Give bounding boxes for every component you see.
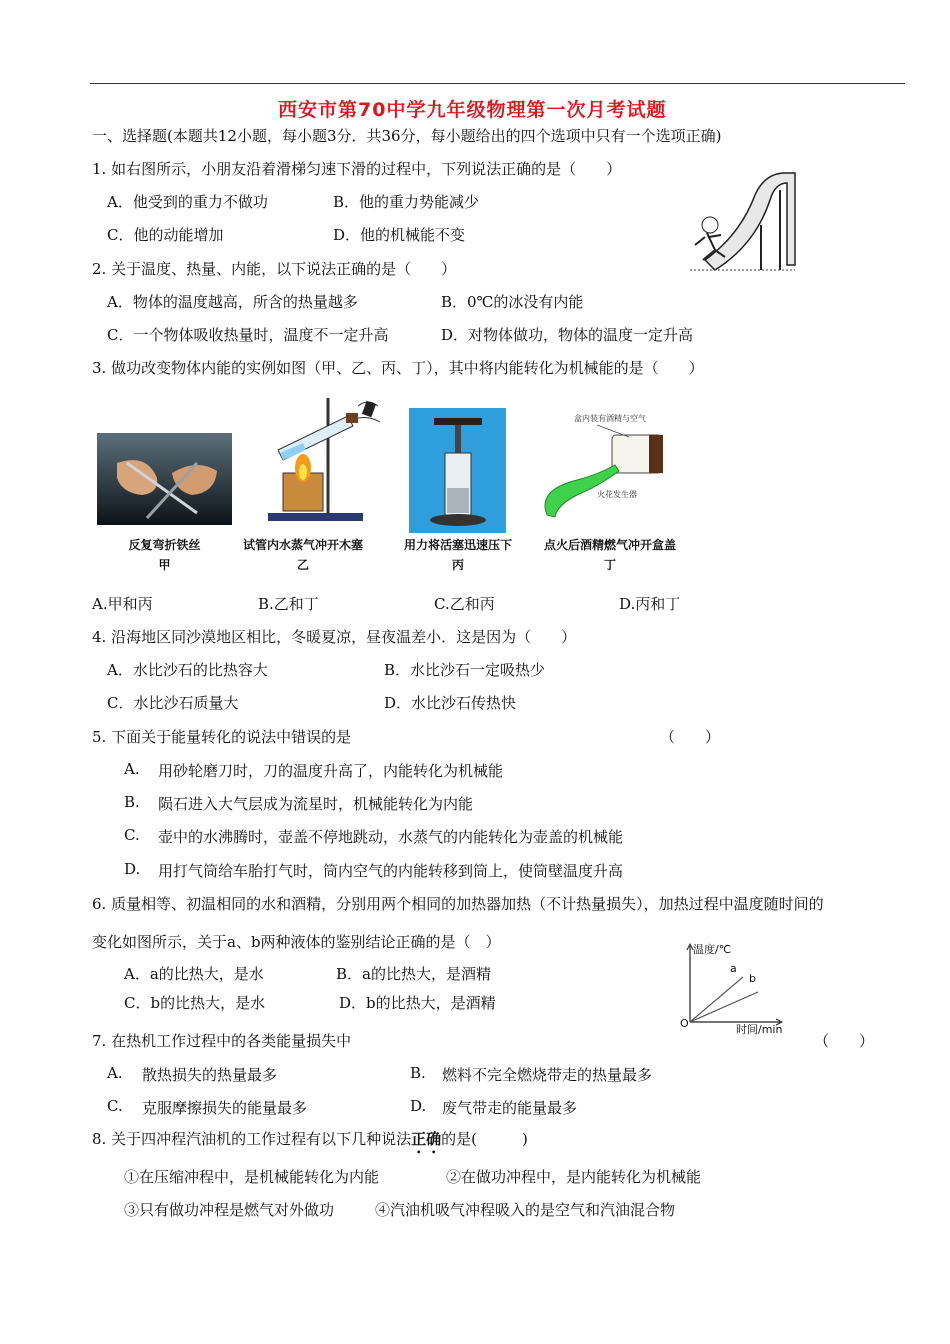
header-rule: [90, 83, 905, 84]
q7-option-b: 燃料不完全燃烧带走的热量最多: [442, 1066, 653, 1084]
q8-stem: [92, 1128, 528, 1157]
q5-letter-b: B.: [124, 793, 140, 811]
img4-caption: 点火后酒精燃气冲开盒盖: [543, 538, 676, 552]
q7-letter-a: A.: [107, 1064, 123, 1082]
q8-stem-emphasis: 正确: [411, 1130, 442, 1148]
bending-wire-image: [97, 433, 232, 525]
q6-option-b: B．a的比热大，是酒精: [336, 965, 491, 983]
q8-stem-post: 的是( ): [441, 1130, 528, 1148]
q5-option-b: 陨石进入大气层成为流星时，机械能转化为内能: [158, 795, 474, 813]
q8-statement-4: ④汽油机吸气冲程吸入的是空气和汽油混合物: [375, 1201, 676, 1219]
graph-label-b: b: [749, 972, 756, 985]
q5-letter-c: C.: [124, 826, 140, 844]
q6-option-d: D．b的比热大，是酒精: [339, 994, 496, 1012]
q5-stem: 5. 下面关于能量转化的说法中错误的是: [92, 728, 352, 746]
q5-letter-a: A.: [124, 760, 140, 778]
q4-option-b: B．水比沙石一定吸热少: [384, 661, 546, 679]
section-heading: 一、选择题(本题共12小题，每小题3分．共36分，每小题给出的四个选项中只有一个选项正确): [92, 127, 722, 145]
graph-y-label: 温度/℃: [693, 943, 732, 956]
q1-option-c: C．他的动能增加: [107, 226, 224, 244]
test-tube-image: [258, 388, 388, 528]
img3-tag: 丙: [451, 558, 464, 572]
q2-option-b: B．0℃的冰没有内能: [441, 293, 584, 311]
graph-label-a: a: [730, 962, 737, 975]
q7-letter-c: C.: [107, 1097, 123, 1115]
q7-option-a: 散热损失的热量最多: [142, 1066, 278, 1084]
q1-option-b: B．他的重力势能减少: [333, 193, 480, 211]
q3-option-c: C.乙和丙: [434, 595, 495, 613]
q3-option-d: D.丙和丁: [619, 595, 681, 613]
q8-statement-1: ①在压缩冲程中，是机械能转化为内能: [124, 1168, 380, 1186]
q5-paren: （ ）: [660, 728, 721, 746]
q5-option-c: 壶中的水沸腾时，壶盖不停地跳动，水蒸气的内能转化为壶盖的机械能: [158, 828, 624, 846]
q2-option-c: C．一个物体吸收热量时，温度不一定升高: [107, 326, 389, 344]
q3-option-b: B.乙和丁: [258, 595, 319, 613]
img4-tag: 丁: [603, 558, 616, 572]
q7-paren: （ ）: [814, 1032, 875, 1050]
q6-stem-line1: 6. 质量相等、初温相同的水和酒精，分别用两个相同的加热器加热（不计热量损失），加热过程中温度随时间的: [92, 895, 824, 913]
img4-label-spark: 火花发生器: [597, 490, 637, 499]
graph-line-a: [690, 977, 743, 1022]
q6-option-a: A．a的比热大，是水: [124, 965, 264, 983]
q7-letter-d: D.: [410, 1097, 427, 1115]
q2-option-d: D．对物体做功，物体的温度一定升高: [441, 326, 694, 344]
q6-stem-line2: 变化如图所示，关于a、b两种液体的鉴别结论正确的是（ ）: [92, 933, 501, 951]
q7-option-d: 废气带走的能量最多: [442, 1099, 578, 1117]
q5-letter-d: D.: [124, 860, 141, 878]
q1-option-a: A．他受到的重力不做功: [107, 193, 268, 211]
q8-statement-2: ②在做功冲程中，是内能转化为机械能: [446, 1168, 702, 1186]
q1-option-d: D．他的机械能不变: [333, 226, 466, 244]
q1-stem: 1. 如右图所示，小朋友沿着滑梯匀速下滑的过程中，下列说法正确的是（ ）: [92, 160, 622, 178]
img2-caption: 试管内水蒸气冲开木塞: [242, 538, 363, 552]
q4-option-d: D．水比沙石传热快: [384, 694, 517, 712]
graph-x-label: 时间/min: [736, 1023, 783, 1036]
q8-stem-pre: 8. 关于四冲程汽油机的工作过程有以下几种说法: [92, 1130, 412, 1148]
img1-tag: 甲: [158, 558, 171, 572]
graph-line-b: [690, 992, 758, 1022]
graph-origin: O: [680, 1017, 689, 1030]
img1-caption: 反复弯折铁丝: [128, 538, 201, 552]
q7-option-c: 克服摩擦损失的能量最多: [142, 1099, 308, 1117]
q5-option-d: 用打气筒给车胎打气时，筒内空气的内能转移到筒上，使筒壁温度升高: [158, 862, 624, 880]
q7-stem: 7. 在热机工作过程中的各类能量损失中: [92, 1032, 352, 1050]
q8-statement-3: ③只有做功冲程是燃气对外做功: [124, 1201, 335, 1219]
q2-option-a: A．物体的温度越高，所含的热量越多: [107, 293, 358, 311]
q4-option-a: A．水比沙石的比热容大: [107, 661, 268, 679]
img3-caption: 用力将活塞迅速压下: [403, 538, 512, 552]
q6-option-c: C．b的比热大，是水: [124, 994, 266, 1012]
q4-stem: 4. 沿海地区同沙漠地区相比，冬暖夏凉，昼夜温差小．这是因为（ ）: [92, 628, 577, 646]
pump-image: [409, 408, 506, 533]
page-title: 西安市第70中学九年级物理第一次月考试题: [278, 99, 667, 121]
q3-stem: 3. 做功改变物体内能的实例如图（甲、乙、丙、丁），其中将内能转化为机械能的是（ ）: [92, 359, 704, 377]
q2-stem: 2. 关于温度、热量、内能，以下说法正确的是（ ）: [92, 260, 457, 278]
img4-label-box: 盒内装有酒精与空气: [574, 414, 646, 423]
q4-option-c: C．水比沙石质量大: [107, 694, 239, 712]
q7-letter-b: B.: [410, 1064, 426, 1082]
q3-option-a: A.甲和丙: [92, 595, 153, 613]
q5-option-a: 用砂轮磨刀时，刀的温度升高了，内能转化为机械能: [158, 762, 504, 780]
slide-illustration: [685, 165, 800, 275]
img2-tag: 乙: [296, 558, 309, 572]
